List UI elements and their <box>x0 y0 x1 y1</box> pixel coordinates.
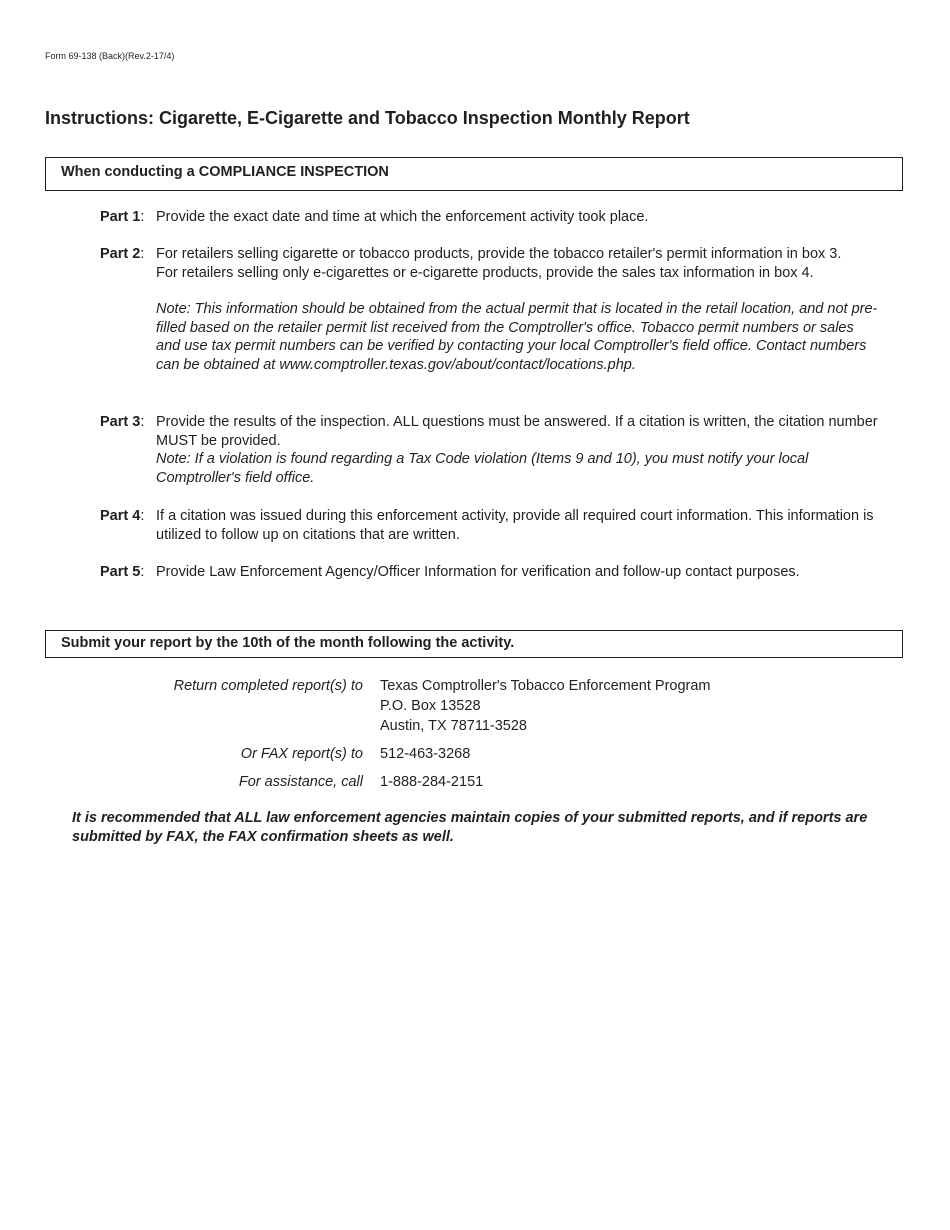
part-1-text: Provide the exact date and time at which the enforcement activity took place. <box>156 209 649 225</box>
part-2-text: For retailers selling cigarette or tobacco products, provide the tobacco retailer's permit information in box 3. <box>156 246 842 262</box>
fax-label: Or FAX report(s) to <box>240 746 363 762</box>
part-4-label: Part 4: <box>100 508 145 524</box>
part-3-text: Provide the results of the inspection. ALL questions must be answered. If a citation is written, the citation number MUST be provided. <box>156 414 878 449</box>
return-address-line-3: Austin, TX 78711-3528 <box>380 718 527 734</box>
part-2-label: Part 2: <box>100 246 145 262</box>
fax-number: 512-463-3268 <box>380 746 471 762</box>
part-3-label: Part 3: <box>100 414 145 430</box>
section-header-compliance-text: When conducting a COMPLIANCE INSPECTION <box>61 164 389 180</box>
assistance-label: For assistance, call <box>238 774 363 790</box>
recommendation-note: It is recommended that ALL law enforcement agencies maintain copies of your submitted reports, and if reports are submitted by FAX, the FAX confirmation sheets as well. <box>72 810 868 845</box>
section-header-compliance <box>45 157 903 191</box>
form-id: Form 69-138 (Back)(Rev.2-17/4) <box>45 51 175 61</box>
part-5-label: Part 5: <box>100 564 145 580</box>
part-5-text: Provide Law Enforcement Agency/Officer Information for verification and follow-up contact purposes. <box>156 564 800 580</box>
part-2-note: Note: This information should be obtained from the actual permit that is located in the retail location, and not pre-filled based on the retailer permit list received from the Comptroller's office. Tobacco permit numbers or sales and use tax permit numbers can be verified by contacting your local Comptroller's field office. Contact numbers can be obtained at www.comptroller.texas.gov/about/contact/locations.php. <box>156 301 878 373</box>
part-1-label: Part 1: <box>100 209 145 225</box>
return-label: Return completed report(s) to <box>173 678 363 694</box>
section-header-submit <box>45 630 903 658</box>
part-4-text: If a citation was issued during this enforcement activity, provide all required court information. This information is utilized to follow up on citations that are written. <box>156 508 874 543</box>
return-address-line-1: Texas Comptroller's Tobacco Enforcement Program <box>380 678 711 694</box>
section-header-submit-text: Submit your report by the 10th of the month following the activity. <box>61 635 515 651</box>
return-address <box>380 676 880 736</box>
assistance-phone: 1-888-284-2151 <box>380 774 484 790</box>
page-title: Instructions: Cigarette, E-Cigarette and Tobacco Inspection Monthly Report <box>45 108 690 128</box>
return-address-line-2: P.O. Box 13528 <box>380 698 481 714</box>
part-2-text-secondary: For retailers selling only e-cigarettes or e-cigarette products, provide the sales tax information in box 4. <box>156 264 814 281</box>
part-3-note: Note: If a violation is found regarding a Tax Code violation (Items 9 and 10), you must notify your local Comptroller's field office. <box>156 451 809 486</box>
